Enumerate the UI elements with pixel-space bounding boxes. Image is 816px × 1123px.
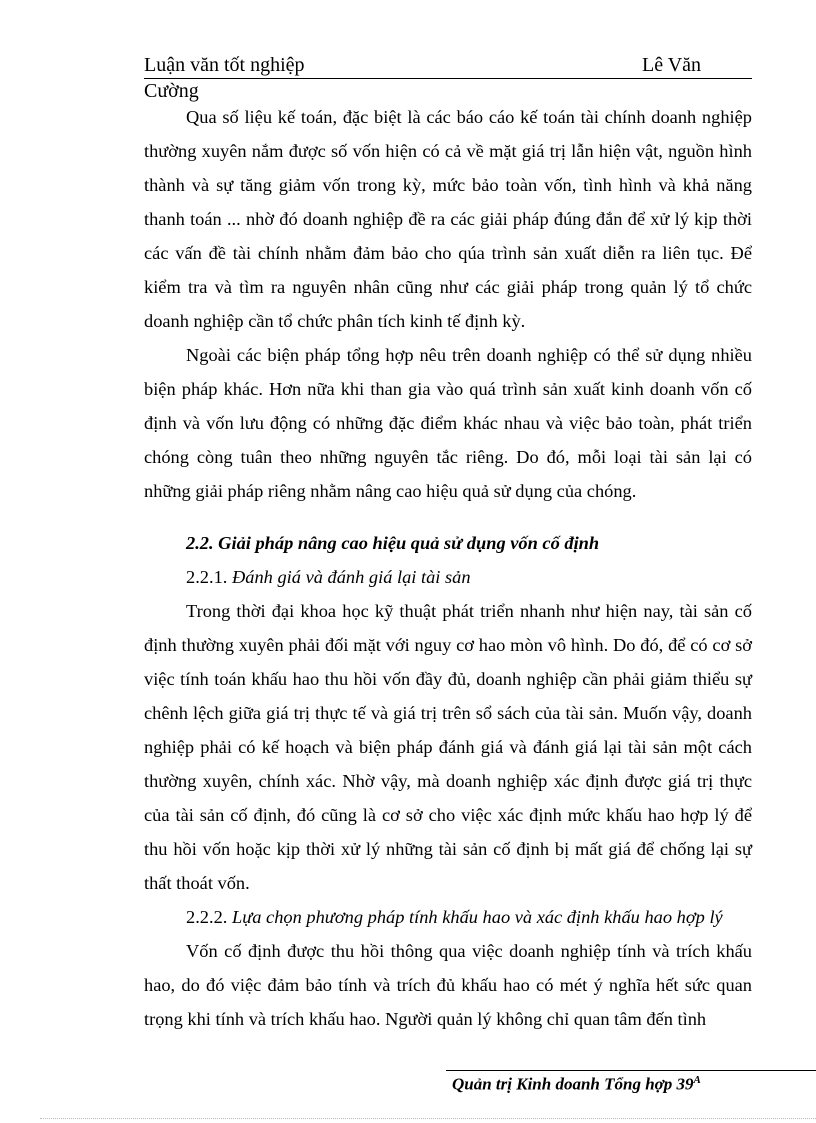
page-header bbox=[144, 52, 752, 79]
footer-text: Quản trị Kinh doanh Tổng hợp 39 bbox=[452, 1074, 694, 1094]
document-body bbox=[144, 100, 752, 1036]
header-title: Luận văn tốt nghiệp bbox=[144, 54, 305, 76]
subsection-title: Lựa chọn phương pháp tính khấu hao và xác định khấu hao hợp lý bbox=[232, 907, 723, 927]
subsection-number: 2.2.2. bbox=[186, 907, 228, 927]
footer-superscript: A bbox=[693, 1074, 701, 1086]
page-footer bbox=[452, 1074, 701, 1095]
paragraph: Ngoài các biện pháp tổng hợp nêu trên doanh nghiệp có thể sử dụng nhiều biện pháp khác. Hơn nữa khi than gia vào quá trình sản xuất kinh doanh vốn cố định và vốn lưu động có những đặc điểm khác nhau và việc bảo toàn, phát triển chóng còng tuân theo những nguyên tắc riêng. Do đó, mỗi loại tài sản lại có những giải pháp riêng nhằm nâng cao hiệu quả sử dụng của chóng. bbox=[144, 345, 752, 501]
paragraph: Trong thời đại khoa học kỹ thuật phát triển nhanh như hiện nay, tài sản cố định thường xuyên phải đối mặt với nguy cơ hao mòn vô hình. Do đó, để có cơ sở việc tính toán khấu hao thu hồi vốn đầy đủ, doanh nghiệp cần phải giảm thiểu sự chênh lệch giữa giá trị thực tế và giá trị trên sổ sách của tài sản. Muốn vậy, doanh nghiệp phải có kế hoạch và biện pháp đánh giá và đánh giá lại tài sản một cách thường xuyên, chính xác. Nhờ vậy, mà doanh nghiệp xác định được giá trị thực của tài sản cố định, đó cũng là cơ sở cho việc xác định mức khấu hao hợp lý để thu hồi vốn hoặc kịp thời xử lý những tài sản cố định bị mất giá để chống lại sự thất thoát vốn. bbox=[144, 601, 752, 893]
subsection-heading bbox=[144, 560, 752, 594]
paragraph: Vốn cố định được thu hồi thông qua việc doanh nghiệp tính và trích khấu hao, do đó việc đảm bảo tính và trích đủ khấu hao có mét ý nghĩa hết sức quan trọng khi tính và trích khấu hao. Người quản lý không chỉ quan tâm đến tình bbox=[144, 941, 752, 1029]
page-bottom-border bbox=[40, 1118, 816, 1119]
section-heading: 2.2. Giải pháp nâng cao hiệu quả sử dụng vốn cố định bbox=[186, 533, 600, 553]
subsection-number: 2.2.1. bbox=[186, 567, 228, 587]
subsection-title: Đánh giá và đánh giá lại tài sản bbox=[232, 567, 471, 587]
header-author: Lê Văn bbox=[642, 54, 702, 76]
paragraph: Qua số liệu kế toán, đặc biệt là các báo cáo kế toán tài chính doanh nghiệp thường xuyên nắm được số vốn hiện có cả về mặt giá trị lẫn hiện vật, nguồn hình thành và sự tăng giảm vốn trong kỳ, mức bảo toàn vốn, tình hình và khả năng thanh toán ... nhờ đó doanh nghiệp đề ra các giải pháp đúng đắn để xử lý kịp thời các vấn đề tài chính nhằm đảm bảo cho qúa trình sản xuất diễn ra liên tục. Để kiểm tra và tìm ra nguyên nhân cũng như các giải pháp trong quản lý tổ chức doanh nghiệp cần tổ chức phân tích kinh tế định kỳ. bbox=[144, 107, 752, 331]
header-author-continuation: Cường bbox=[144, 80, 199, 102]
footer-divider bbox=[446, 1070, 816, 1071]
subsection-heading bbox=[144, 900, 752, 934]
